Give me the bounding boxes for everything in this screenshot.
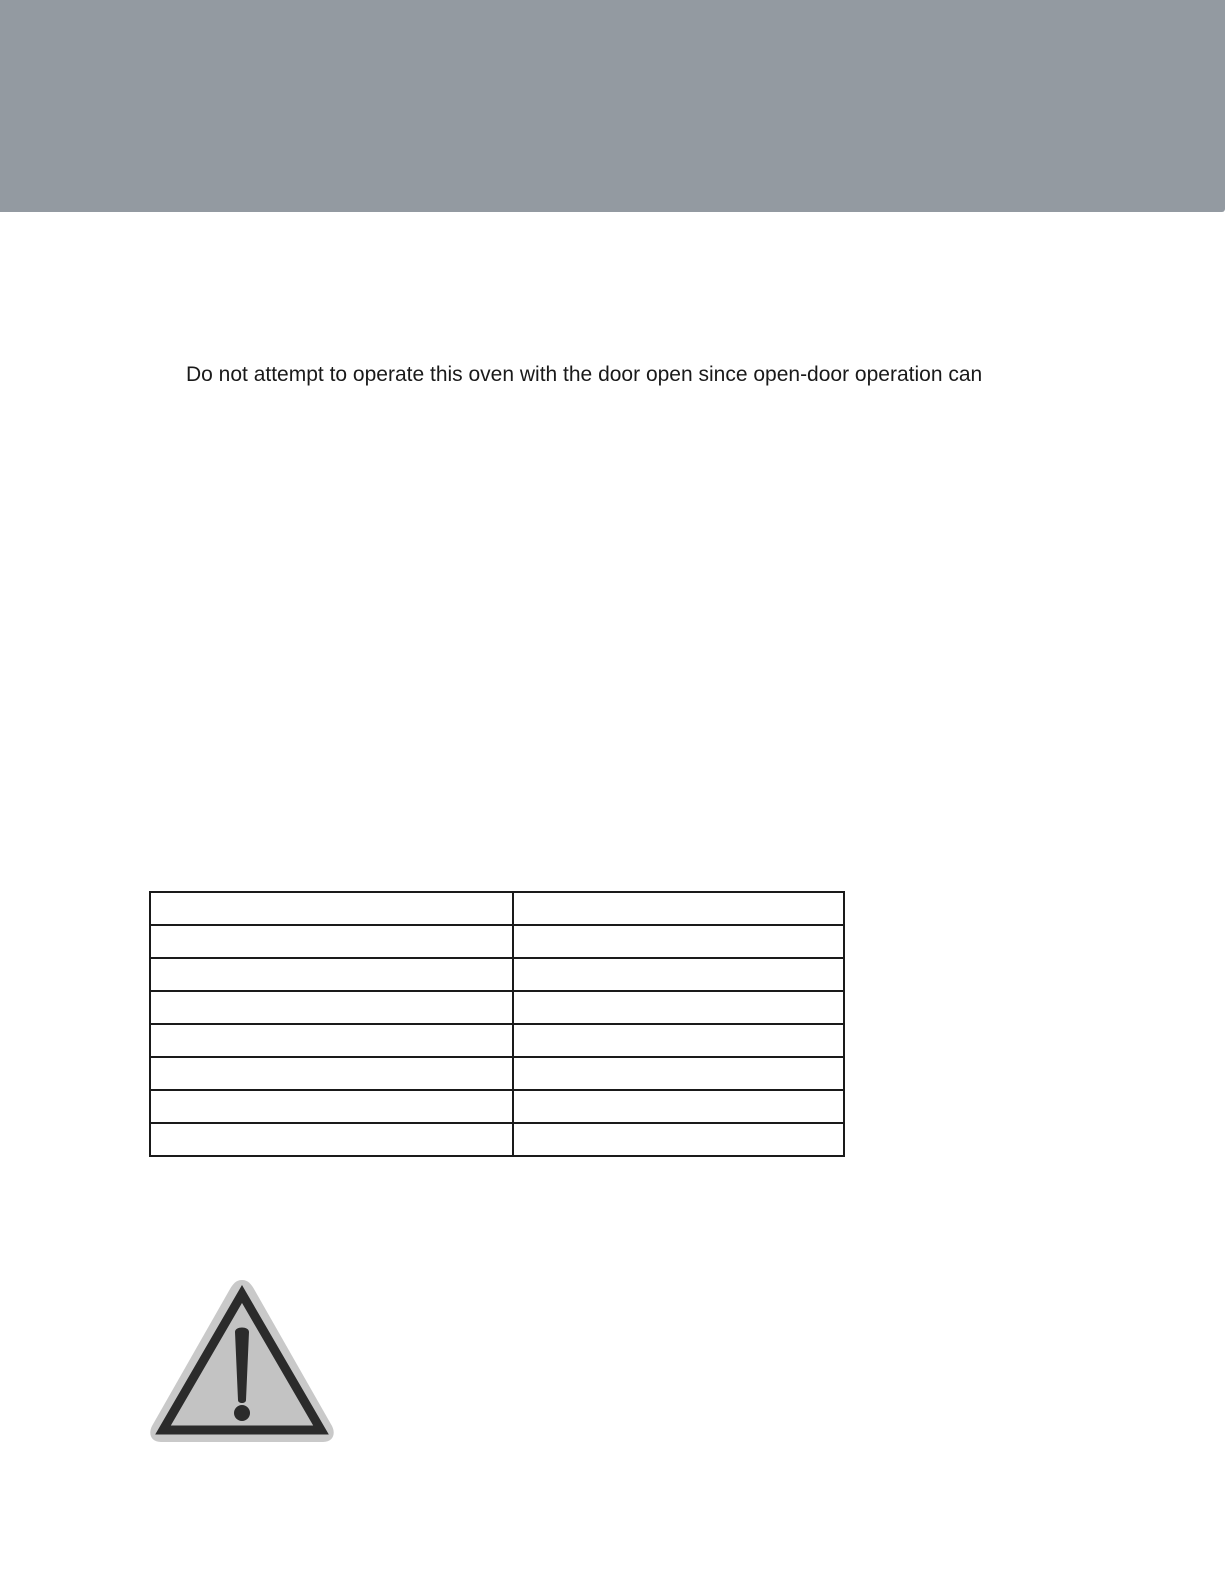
table-row — [150, 991, 844, 1024]
table-cell — [513, 1123, 844, 1156]
header-band — [0, 0, 1225, 212]
warning-triangle-icon — [147, 1276, 337, 1444]
table-cell — [513, 1024, 844, 1057]
spec-table — [149, 891, 845, 1157]
table-cell — [513, 991, 844, 1024]
table-cell — [150, 925, 513, 958]
table-row — [150, 892, 844, 925]
table-cell — [150, 1090, 513, 1123]
notice-text: Do not attempt to operate this oven with the door open since open-door operation can — [186, 363, 983, 386]
table-cell — [150, 958, 513, 991]
table-cell — [513, 1057, 844, 1090]
table-cell — [150, 892, 513, 925]
table-row — [150, 1024, 844, 1057]
table-row — [150, 1090, 844, 1123]
table-row — [150, 1057, 844, 1090]
table-cell — [513, 1090, 844, 1123]
table-cell — [150, 1057, 513, 1090]
table-cell — [150, 1123, 513, 1156]
table-row — [150, 958, 844, 991]
table-cell — [150, 991, 513, 1024]
table-row — [150, 1123, 844, 1156]
table-cell — [513, 892, 844, 925]
table-row — [150, 925, 844, 958]
table-cell — [150, 1024, 513, 1057]
table-cell — [513, 925, 844, 958]
table-cell — [513, 958, 844, 991]
